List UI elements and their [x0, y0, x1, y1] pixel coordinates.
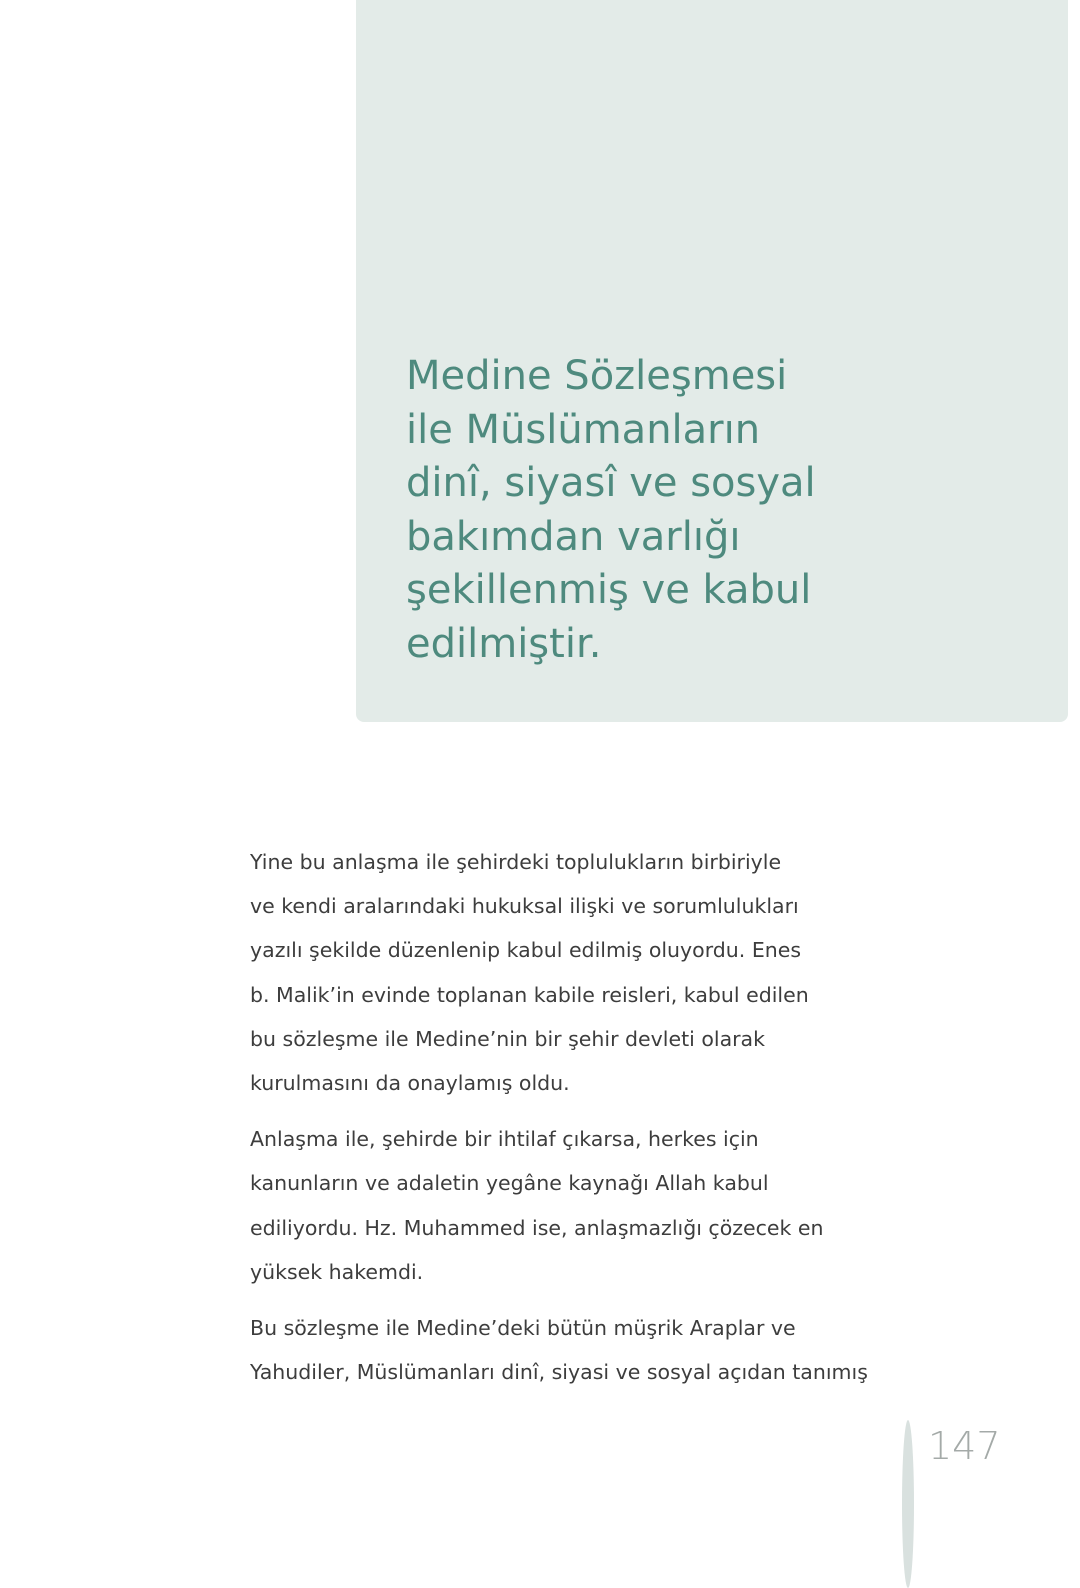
paragraph-1: Yine bu anlaşma ile şehirdeki toplulukların birbiriyle ve kendi aralarındaki hukuksal ilişki ve sorumlulukları yazılı şekilde düzenlenip kabul edilmiş oluyordu. Enes b. Malik’in evinde toplanan kabile reisleri, kabul edilen bu sözleşme ile Medine’nin bir şehir devleti olarak kurulmasını da onaylamış oldu. — [250, 850, 809, 1096]
paragraph-3: Bu sözleşme ile Medine’deki bütün müşrik Araplar ve Yahudiler, Müslümanları dinî, siyasi ve sosyal açıdan tanımış — [250, 1316, 868, 1385]
paragraph-2: Anlaşma ile, şehirde bir ihtilaf çıkarsa, herkes için kanunların ve adaletin yegâne kaynağı Allah kabul ediliyordu. Hz. Muhammed ise, anlaşmazlığı çözecek en yüksek hakemdi. — [250, 1127, 824, 1284]
pull-quote: Medine Sözleşmesi ile Müslümanların dinî, siyasî ve sosyal bakımdan varlığı şekillenmiş ve kabul edilmiştir. — [406, 353, 816, 667]
page-number: 147 — [928, 1424, 1001, 1468]
body-text — [250, 840, 890, 1406]
page-marker-ornament — [902, 1420, 914, 1588]
